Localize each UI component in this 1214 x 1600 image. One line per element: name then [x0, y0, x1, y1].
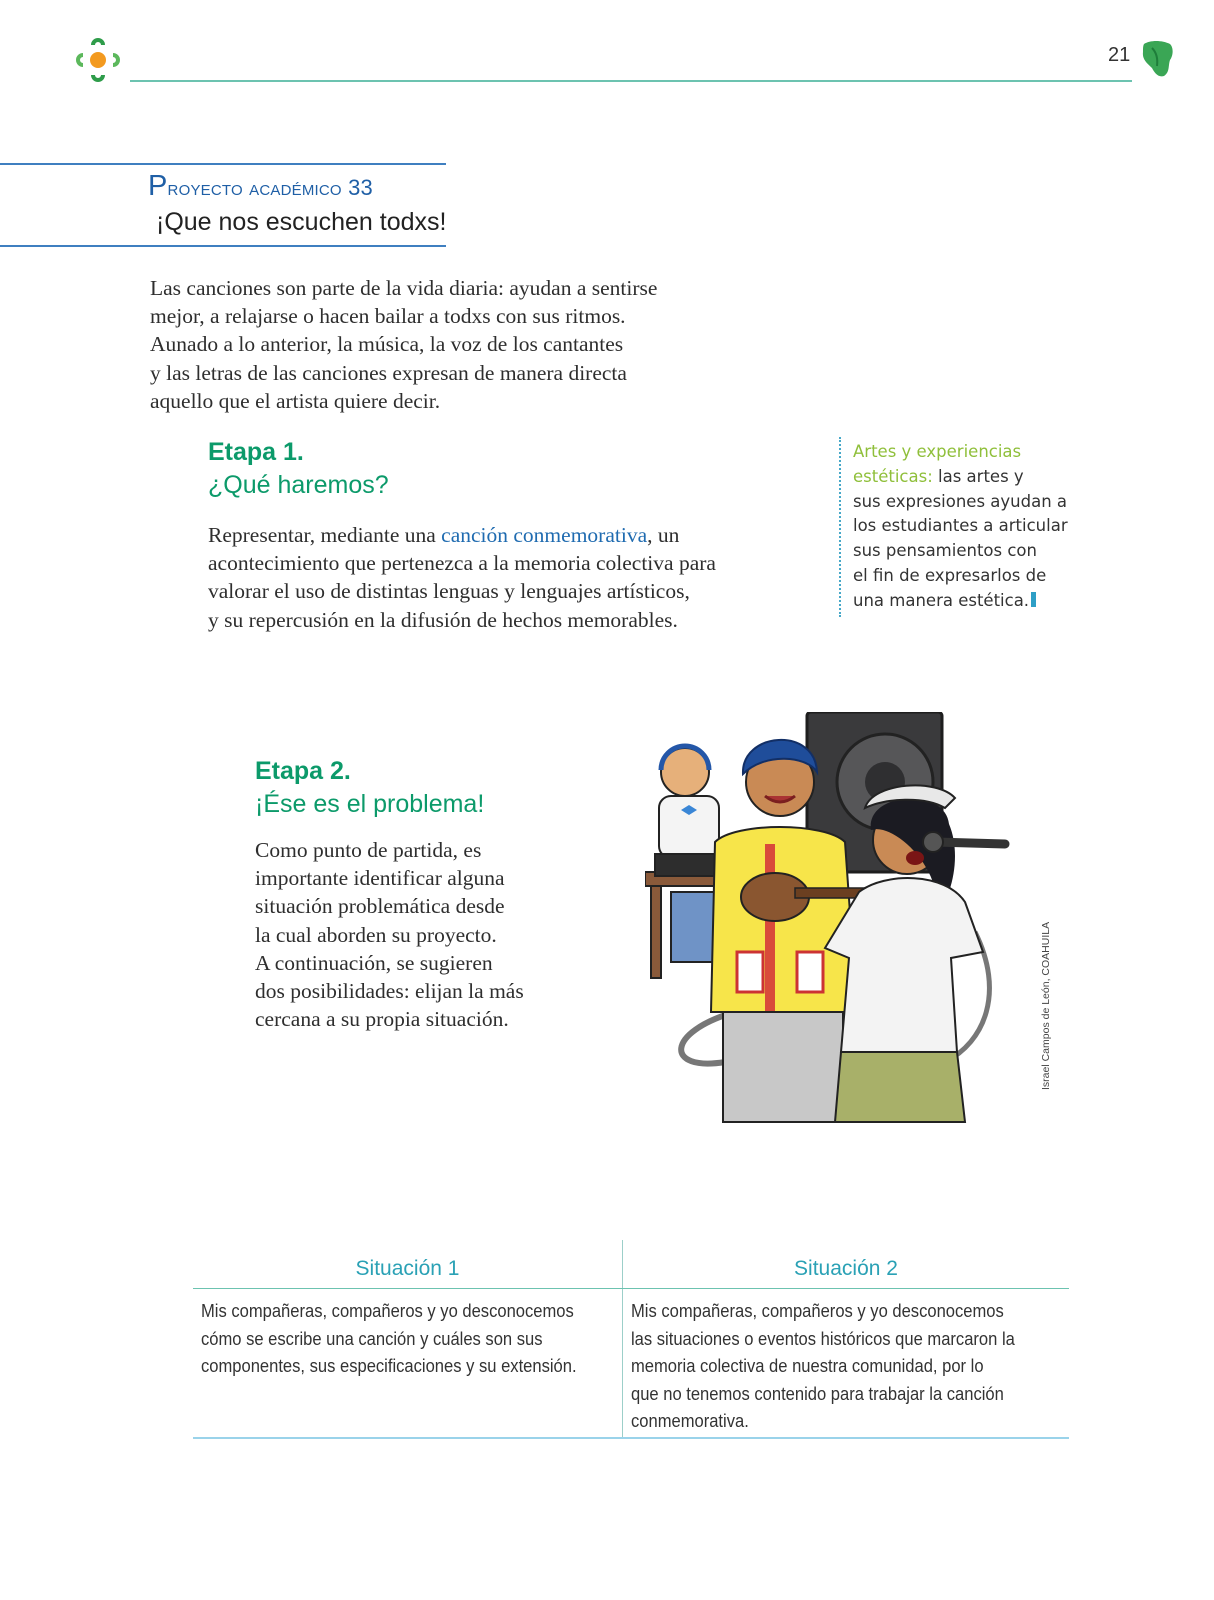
end-mark	[1031, 592, 1036, 607]
intro-paragraph: Las canciones son parte de la vida diaria: ayudan a sentirse mejor, a relajarse o hacen bailar a todxs con sus ritmos. Aunado a lo anterior, la música, la voz de los cantantes y las letras de las canciones expresan de manera directa aquello que el artista quiere decir.	[150, 276, 658, 413]
page-number: 21	[1108, 44, 1131, 66]
project-kicker: Proyecto académico 33	[148, 170, 373, 202]
stage1-paragraph: Representar, mediante una canción conmemorativa, un acontecimiento que pertenezca a la memoria colectiva para valorar el uso de distintas lenguas y lenguajes artísticos, y su repercusión en la difusión de hechos memorables.	[208, 523, 716, 632]
project-title: ¡Que nos escuchen todxs!	[156, 208, 447, 236]
illustration-credit: Israel Campos de León, COAHUILA	[1040, 921, 1052, 1090]
term-link[interactable]: canción conmemorativa	[441, 523, 648, 547]
sidebar-note: Artes y experiencias estéticas: las artes y sus expresiones ayudan a los estudiantes a articular sus pensamientos con el fin de expresarlos de una manera estética.	[853, 442, 1068, 610]
title-rule-bottom	[0, 245, 446, 247]
table-bottom-rule	[193, 1437, 1069, 1439]
logo-icon	[72, 34, 124, 86]
situation1-cell: Mis compañeras, compañeros y yo desconocemos cómo se escribe una canción y cuáles son sus componentes, sus especificaciones y su extensión.	[201, 1301, 577, 1376]
title-rule-top	[0, 163, 446, 165]
stage2-paragraph: Como punto de partida, es importante identificar alguna situación problemática desde la cual aborden su proyecto. A continuación, se sugieren dos posibilidades: elijan la más cercana a su propia situación.	[255, 838, 524, 1032]
stage2-heading: Etapa 2. ¡Ése es el problema!	[255, 757, 485, 818]
musicians-illustration	[645, 712, 1025, 1132]
note-rule	[839, 437, 841, 617]
situation1-header: Situación 1	[355, 1257, 460, 1280]
situation2-header: Situación 2	[794, 1257, 898, 1280]
situation2-cell: Mis compañeras, compañeros y yo desconocemos las situaciones o eventos históricos que marcaron la memoria colectiva de nuestra comunidad, por lo que no tenemos contenido para trabajar la canción conmemorativa.	[631, 1301, 1015, 1431]
stage1-heading: Etapa 1. ¿Qué haremos?	[208, 438, 389, 499]
header-rule	[130, 80, 1132, 82]
table-header-rule	[193, 1288, 1069, 1289]
leaf-mark-icon	[1140, 38, 1176, 78]
